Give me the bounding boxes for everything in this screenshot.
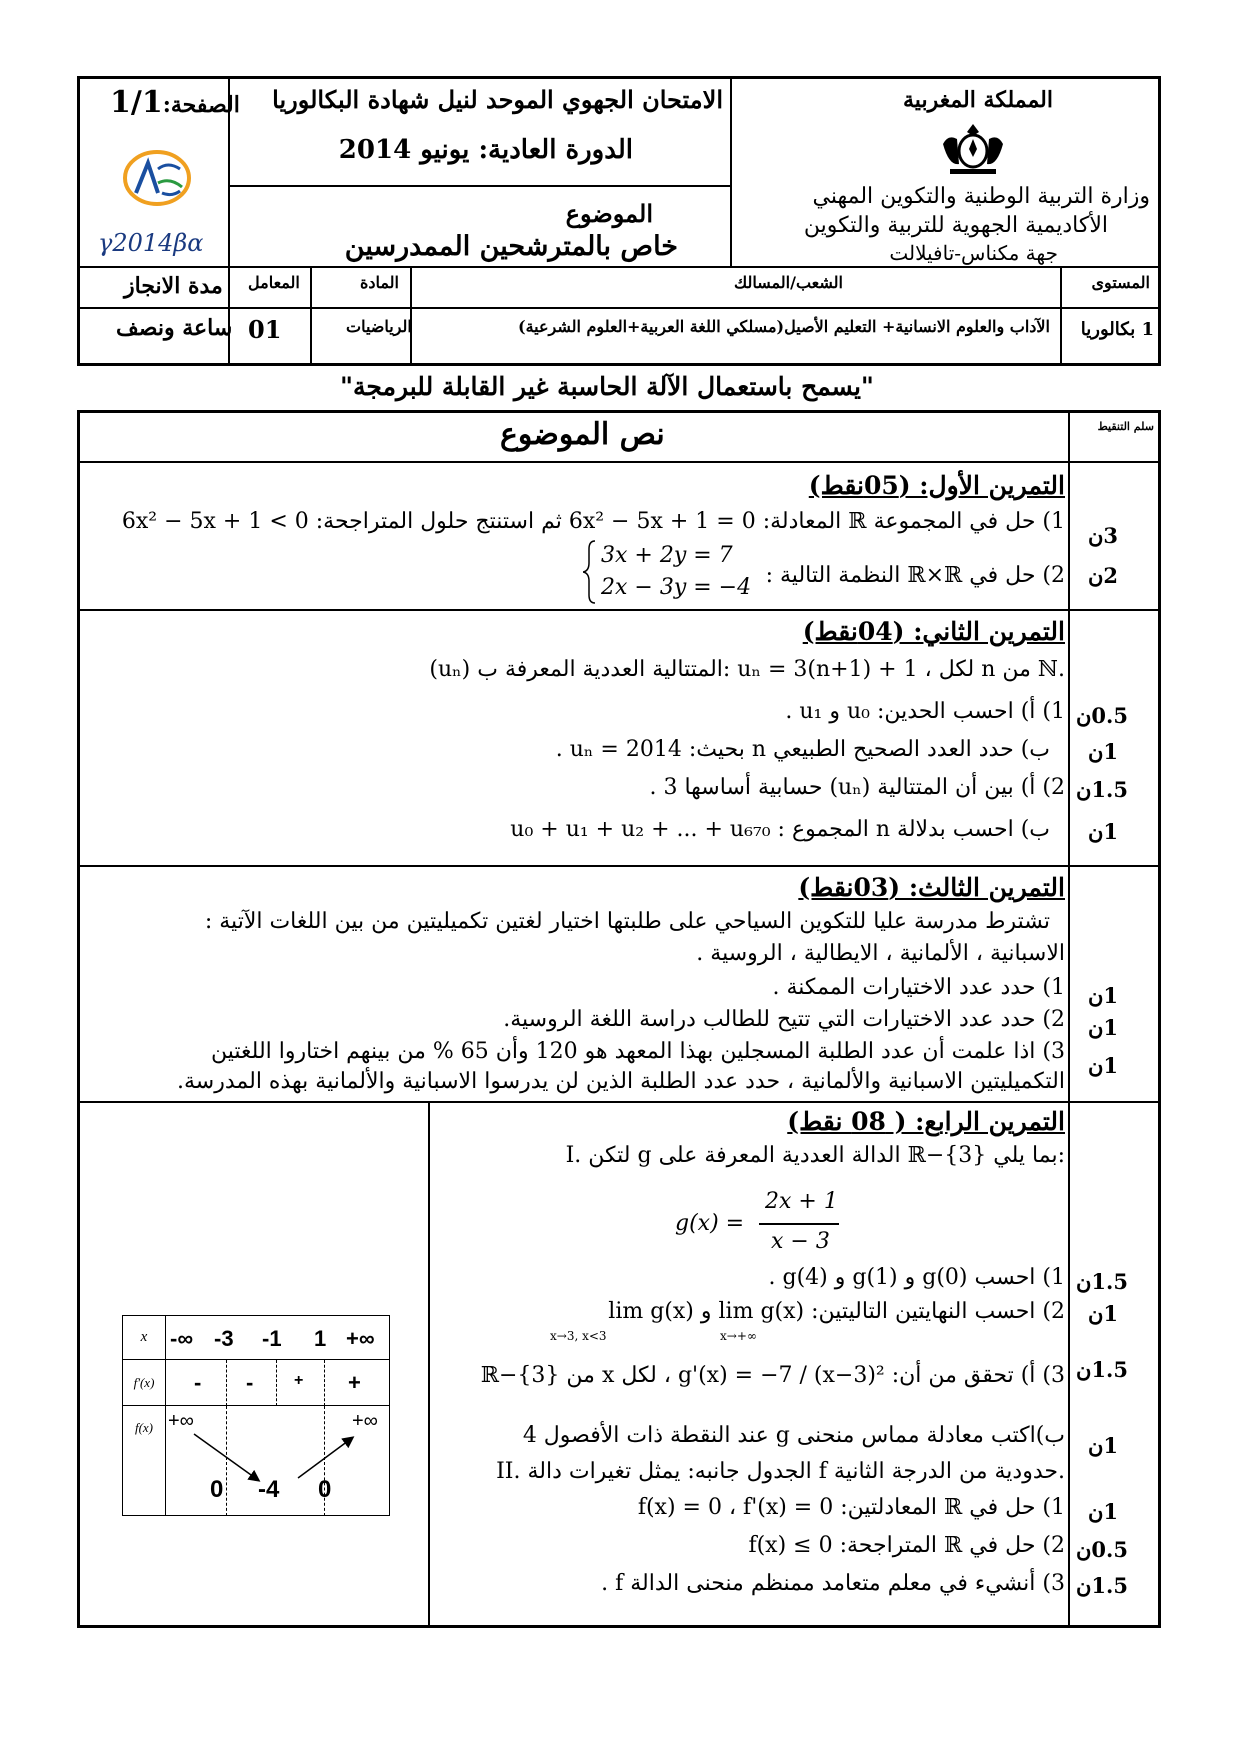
ex1-q2: 2) حل في ℝ×ℝ النظمة التالية : — [765, 563, 1065, 588]
ex4-points-3: 1.5ن — [1076, 1357, 1128, 1382]
calculator-note: "يسمح باستعمال الآلة الحاسبة غير القابلة للبرمجة" — [340, 372, 874, 401]
ex1-title: التمرين الأول: (05نقط) — [808, 471, 1065, 500]
f-top-left: +∞ — [168, 1410, 194, 1432]
ex3-line1: تشترط مدرسة عليا للتكوين السياحي على طلبتها اختيار لغتين تكميليتين من بين اللغات الآتية : — [204, 909, 1050, 934]
x-val-3: 1 — [314, 1326, 327, 1351]
ex3-q3a: 3) اذا علمت أن عدد الطلبة المسجلين بهذا المعهد هو 120 وأن 65 % من بينهم اختاروا اللغتين — [211, 1039, 1065, 1064]
g-denominator: x − 3 — [771, 1229, 830, 1254]
candidates-note: خاص بالمترشحين الممدرسين — [344, 231, 678, 262]
var-fp-label: f'(x) — [123, 1360, 166, 1406]
g-numerator: 2x + 1 — [765, 1189, 838, 1214]
exam-title: الامتحان الجهوي الموحد لنيل شهادة البكالوريا — [272, 85, 723, 114]
ex1-q1: 1) حل في المجموعة ℝ المعادلة: 6x² − 5x + 1 = 0 ثم استنتج حلول المتراجحة: 6x² − 5x + 1 < 0 — [121, 509, 1065, 534]
exam-code: γ2014βα — [98, 229, 204, 257]
var-f-row — [166, 1406, 390, 1516]
ex3-title: التمرين الثالث: (03نقط) — [798, 873, 1065, 902]
fp-sign-0: - — [194, 1370, 202, 1395]
ex1-points-1: 3ن — [1088, 523, 1119, 548]
ex2-points-4: 1ن — [1088, 819, 1119, 844]
ex2-intro: (uₙ) المتتالية العددية المعرفة ب: uₙ = 3(n+1) + 1 ، لكل n من ℕ. — [429, 657, 1065, 682]
fp-sign-3: + — [348, 1370, 361, 1395]
ex2-title: التمرين الثاني: (04نقط) — [802, 617, 1065, 646]
lim-under-2: x→+∞ — [720, 1329, 757, 1343]
ex2-q2b: ب) احسب بدلالة n المجموع : u₀ + u₁ + u₂ + ... + u₆₇₀ — [510, 817, 1050, 842]
ex4-q5: 2) حل في ℝ المتراجحة: f(x) ≤ 0 — [748, 1533, 1065, 1558]
ex3-points-2: 1ن — [1088, 1015, 1119, 1040]
ex3-points-1: 1ن — [1088, 983, 1119, 1008]
ex1-eq1: 3x + 2y = 7 — [601, 543, 733, 568]
ex4-points-5: 1ن — [1088, 1499, 1119, 1524]
f-bottom-1: -4 — [258, 1476, 280, 1503]
ex2-q1a: 1) أ) احسب الحدين: u₀ و u₁ . — [785, 699, 1065, 724]
ex4-q6: 3) أنشيء في معلم متعامد ممنظم منحنى الدالة f . — [601, 1571, 1065, 1596]
g-fraction-bar — [759, 1223, 839, 1225]
x-val-0: -∞ — [170, 1326, 194, 1351]
x-val-4: +∞ — [346, 1326, 375, 1351]
page-value: 1/1 — [110, 85, 163, 120]
subject-value: الرياضيات — [346, 317, 412, 336]
ex4-points-2: 1ن — [1088, 1301, 1119, 1326]
ex1-points-2: 2ن — [1088, 563, 1119, 588]
ex4-q1: 1) احسب g(0) و g(1) و g(4) . — [768, 1265, 1065, 1290]
session: الدورة العادية: يونيو 2014 — [338, 135, 633, 165]
ex2-points-1: 0.5ن — [1076, 703, 1128, 728]
f-bottom-0: 0 — [210, 1476, 224, 1503]
coat-of-arms — [938, 119, 1008, 179]
scale-header: سلم التنقيط — [1097, 420, 1154, 433]
f-top-right: +∞ — [352, 1410, 378, 1432]
lim-under-1: x→3, x<3 — [550, 1329, 607, 1343]
ex3-q1: 1) حدد عدد الاختيارات الممكنة . — [772, 975, 1065, 1000]
col-coef: المعامل — [248, 273, 300, 292]
ex4-q2: 2) احسب النهايتين التاليتين: lim g(x) و lim g(x) — [608, 1299, 1065, 1324]
ex2-points-2: 1ن — [1088, 739, 1119, 764]
ministry-line-1: وزارة التربية الوطنية والتكوين المهني — [812, 184, 1150, 209]
kingdom-name: المملكة المغربية — [903, 87, 1053, 113]
variation-arrows — [166, 1406, 392, 1516]
ex4-g-definition — [675, 1189, 875, 1259]
col-streams: الشعب/المسالك — [734, 273, 843, 292]
x-val-2: -1 — [262, 1326, 282, 1351]
ex4-part-2: II. الجدول جانبه: يمثل تغيرات دالة f حدودية من الدرجة الثانية. — [496, 1459, 1065, 1484]
fp-sign-2: + — [294, 1372, 304, 1389]
academy-logo — [122, 149, 192, 207]
exam-header — [77, 76, 1161, 366]
g-lhs: g(x) = — [675, 1211, 745, 1236]
ex2-q2a: 2) أ) بين أن المتتالية (uₙ) حسابية أساسها 3 . — [649, 775, 1065, 800]
ex3-line2: الاسبانية ، الألمانية ، الايطالية ، الروسية . — [696, 941, 1065, 966]
exam-body — [77, 410, 1161, 1628]
fp-sign-1: - — [246, 1370, 254, 1395]
var-fp-row — [166, 1360, 390, 1406]
ex4-points-1: 1.5ن — [1076, 1269, 1128, 1294]
subject-label: الموضوع — [565, 199, 653, 228]
ex3-q3b: التكميليتين الاسبانية والألمانية ، حدد عدد الطلبة الذين لن يدرسوا الاسبانية والألمانية بهذه المدرسة. — [177, 1069, 1065, 1094]
ex4-points-4: 1ن — [1088, 1433, 1119, 1458]
coef-value: 01 — [248, 315, 282, 344]
ex3-q2: 2) حدد عدد الاختيارات التي تتيح للطالب دراسة اللغة الروسية. — [503, 1007, 1065, 1032]
col-level: المستوى — [1091, 273, 1150, 292]
ex4-points-6: 0.5ن — [1076, 1537, 1128, 1562]
ex2-q1b: ب) حدد العدد الصحيح الطبيعي n بحيث: uₙ = 2014 . — [555, 737, 1050, 762]
col-subject: المادة — [360, 273, 399, 292]
ex4-q3a: 3) أ) تحقق من أن: g'(x) = −7 / (x−3)² ، لكل x من ℝ−{3} — [480, 1363, 1065, 1388]
f-bottom-2: 0 — [318, 1476, 332, 1503]
ex4-part-1: I. لتكن g الدالة العددية المعرفة على ℝ−{3} بما يلي: — [565, 1143, 1065, 1168]
ex1-eq2: 2x − 3y = −4 — [601, 575, 752, 600]
ministry-line-2: الأكاديمية الجهوية للتربية والتكوين — [803, 213, 1108, 238]
page-label: الصفحة: — [162, 92, 240, 118]
ex3-points-3: 1ن — [1088, 1053, 1119, 1078]
ex4-title: التمرين الرابع: ( 08 نقط) — [787, 1107, 1065, 1136]
ex4-q3b: ب)اكتب معادلة مماس منحنى g عند النقطة ذات الأفصول 4 — [522, 1423, 1065, 1448]
duration-value: ساعة ونصف — [116, 315, 233, 341]
ex1-system — [583, 539, 752, 605]
ex2-points-3: 1.5ن — [1076, 777, 1128, 802]
var-x-row — [166, 1316, 390, 1360]
body-title: نص الموضوع — [500, 417, 665, 452]
col-duration: مدة الانجاز — [124, 273, 223, 299]
page-indicator — [110, 85, 240, 120]
level-value: 1 بكالوريا — [1080, 319, 1154, 340]
var-f-label: f(x) — [123, 1406, 166, 1516]
ministry-line-3: جهة مكناس-تافيلالت — [889, 241, 1058, 265]
ex4-points-7: 1.5ن — [1076, 1573, 1128, 1598]
variation-table — [122, 1315, 390, 1516]
var-x-label: x — [123, 1316, 166, 1360]
x-val-1: -3 — [214, 1326, 234, 1351]
streams-value: الآداب والعلوم الانسانية+ التعليم الأصيل(مسلكي اللغة العربية+العلوم الشرعية) — [518, 317, 1050, 336]
ex4-q4: 1) حل في ℝ المعادلتين: f(x) = 0 ، f'(x) = 0 — [637, 1495, 1065, 1520]
